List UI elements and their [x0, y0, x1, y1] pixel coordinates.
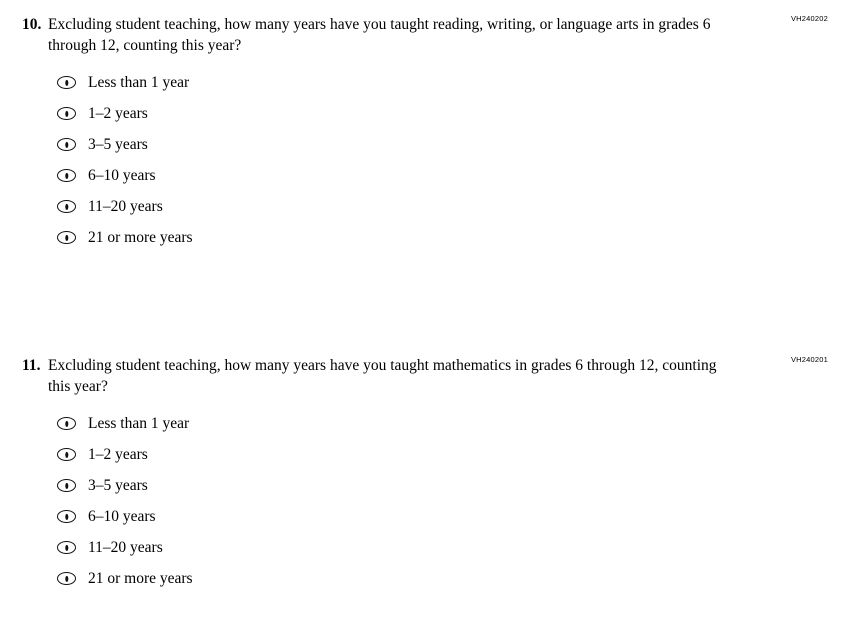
- question-number: 11.: [22, 357, 41, 374]
- option-label: 21 or more years: [88, 229, 193, 246]
- radio-center-dot: [65, 234, 68, 240]
- question-text: Excluding student teaching, how many years have you taught reading, writing, or language arts in grades 6 through 12, counting this year?: [48, 16, 711, 54]
- radio-center-dot: [65, 544, 68, 550]
- option-row[interactable]: [57, 470, 850, 501]
- option-label: 1–2 years: [88, 105, 148, 122]
- question-stem: [0, 14, 850, 56]
- option-label: 3–5 years: [88, 136, 148, 153]
- radio-button-icon[interactable]: [57, 169, 76, 182]
- option-label: Less than 1 year: [88, 415, 190, 432]
- item-code: VH240201: [790, 355, 828, 364]
- option-row[interactable]: [57, 160, 850, 191]
- option-label: 6–10 years: [88, 508, 156, 525]
- option-row[interactable]: [57, 191, 850, 222]
- radio-center-dot: [65, 420, 68, 426]
- option-label: 21 or more years: [88, 570, 193, 587]
- radio-button-icon[interactable]: [57, 541, 76, 554]
- option-row[interactable]: [57, 98, 850, 129]
- radio-button-icon[interactable]: [57, 479, 76, 492]
- option-row[interactable]: [57, 408, 850, 439]
- radio-button-icon[interactable]: [57, 138, 76, 151]
- options-list: [0, 67, 850, 253]
- radio-button-icon[interactable]: [57, 107, 76, 120]
- option-row[interactable]: [57, 222, 850, 253]
- radio-center-dot: [65, 575, 68, 581]
- question-text: Excluding student teaching, how many years have you taught mathematics in grades 6 through 12, counting this year?: [48, 357, 717, 395]
- option-label: 3–5 years: [88, 477, 148, 494]
- radio-button-icon[interactable]: [57, 448, 76, 461]
- question-block-10: [0, 14, 850, 253]
- question-number: 10.: [22, 16, 42, 33]
- radio-center-dot: [65, 513, 68, 519]
- option-label: 11–20 years: [88, 539, 163, 556]
- radio-center-dot: [65, 110, 68, 116]
- radio-button-icon[interactable]: [57, 200, 76, 213]
- question-block-11: [0, 355, 850, 594]
- option-row[interactable]: [57, 563, 850, 594]
- question-stem: [0, 355, 850, 397]
- option-label: 1–2 years: [88, 446, 148, 463]
- option-row[interactable]: [57, 532, 850, 563]
- radio-center-dot: [65, 451, 68, 457]
- radio-button-icon[interactable]: [57, 510, 76, 523]
- radio-center-dot: [65, 203, 68, 209]
- radio-center-dot: [65, 141, 68, 147]
- item-code: VH240202: [790, 14, 828, 23]
- option-row[interactable]: [57, 439, 850, 470]
- option-label: 6–10 years: [88, 167, 156, 184]
- radio-button-icon[interactable]: [57, 417, 76, 430]
- radio-center-dot: [65, 482, 68, 488]
- radio-button-icon[interactable]: [57, 76, 76, 89]
- option-row[interactable]: [57, 129, 850, 160]
- option-row[interactable]: [57, 67, 850, 98]
- radio-button-icon[interactable]: [57, 231, 76, 244]
- option-label: Less than 1 year: [88, 74, 190, 91]
- options-list: [0, 408, 850, 594]
- option-label: 11–20 years: [88, 198, 163, 215]
- option-row[interactable]: [57, 501, 850, 532]
- radio-button-icon[interactable]: [57, 572, 76, 585]
- radio-center-dot: [65, 79, 68, 85]
- radio-center-dot: [65, 172, 68, 178]
